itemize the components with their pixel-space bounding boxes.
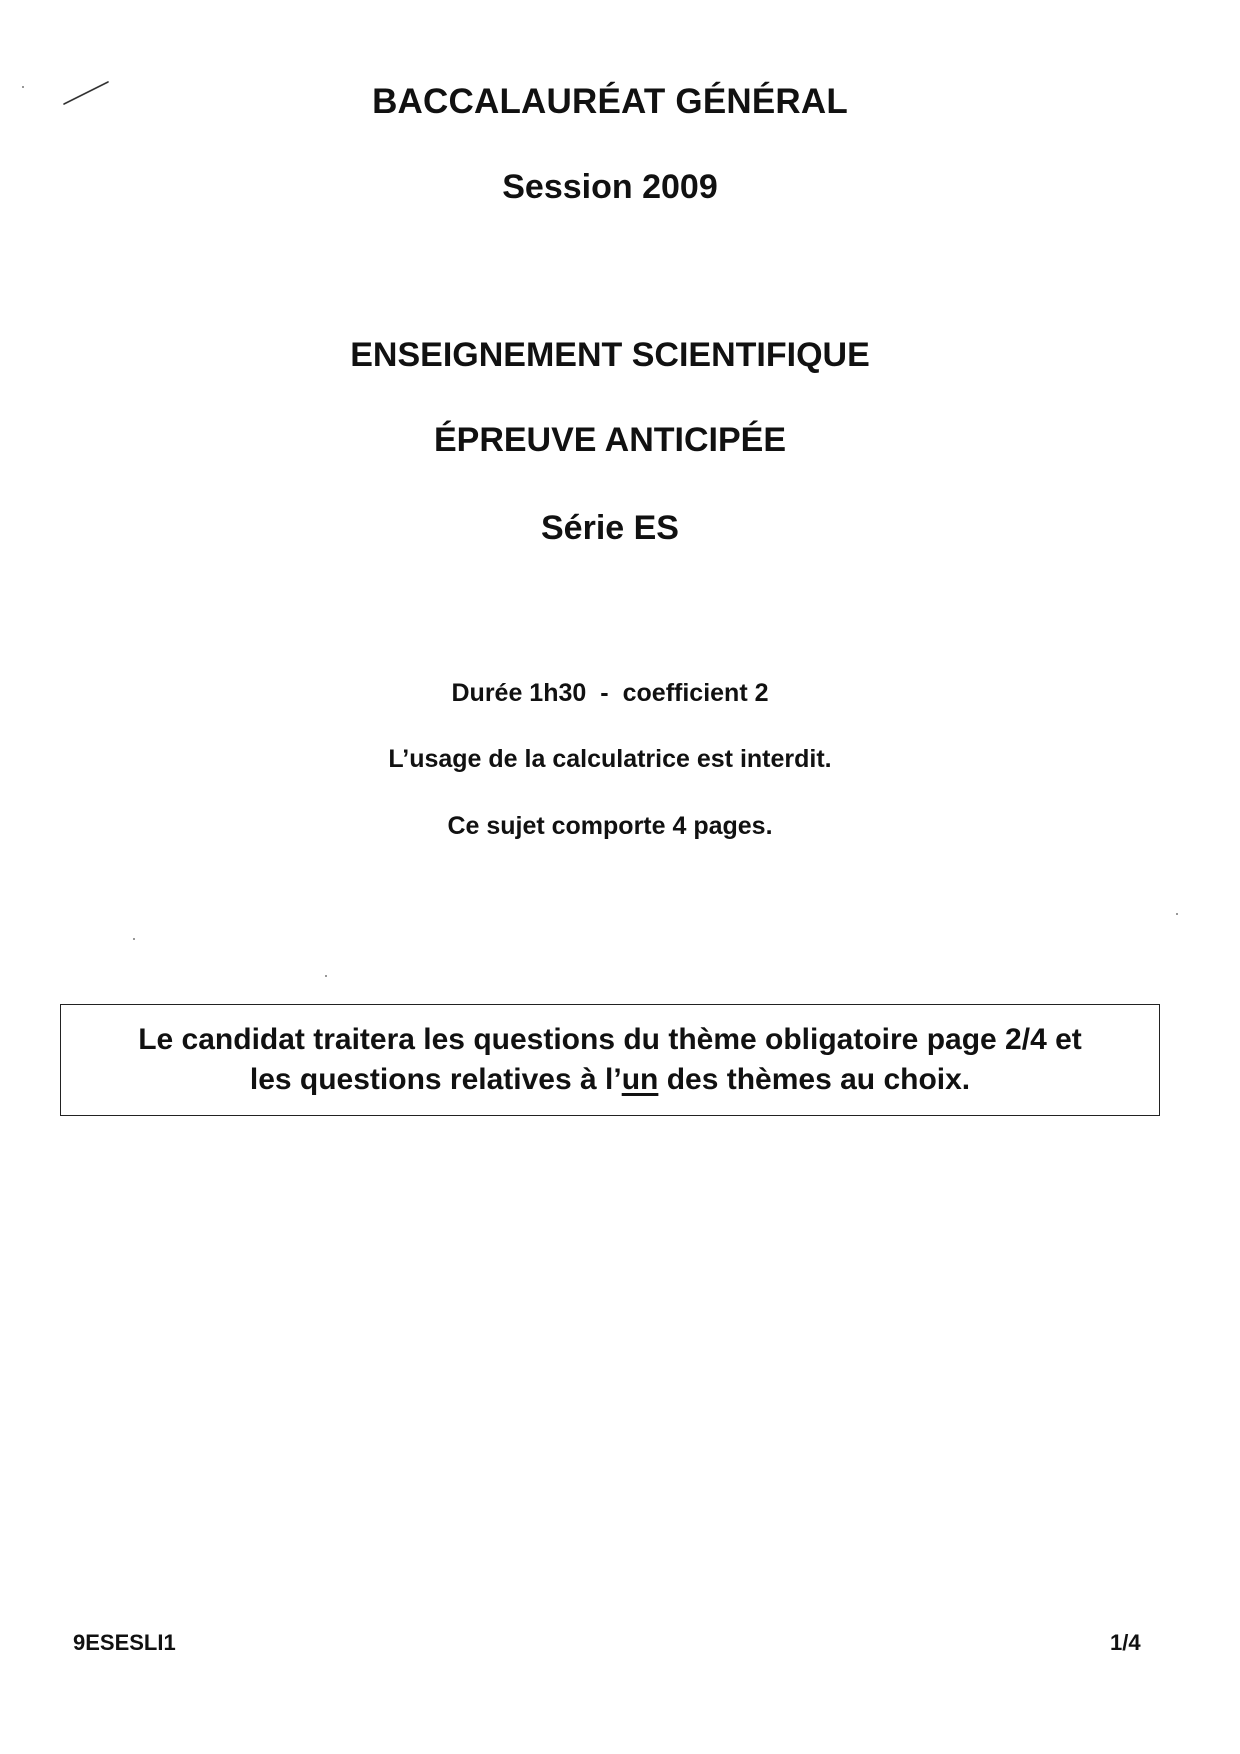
exam-type-heading: ÉPREUVE ANTICIPÉE bbox=[433, 421, 787, 459]
page-count-notice: Ce sujet comporte 4 pages. bbox=[447, 812, 773, 840]
calculator-notice: L’usage de la calculatrice est interdit. bbox=[388, 745, 832, 773]
subject-code: 9ESESLI1 bbox=[73, 1630, 176, 1655]
subject-heading: ENSEIGNEMENT SCIENTIFIQUE bbox=[350, 336, 870, 374]
duration-separator: - bbox=[600, 679, 609, 707]
instruction-box bbox=[60, 1004, 1160, 1116]
scan-speck bbox=[325, 975, 327, 977]
session-year: Session 2009 bbox=[502, 168, 718, 206]
duration-text: Durée 1h30 bbox=[451, 679, 587, 707]
page-number: 1/4 bbox=[1110, 1630, 1141, 1655]
instruction-line-2-end: des thèmes au choix. bbox=[658, 1063, 971, 1096]
coefficient-text: coefficient 2 bbox=[622, 679, 769, 707]
scan-speck bbox=[133, 938, 135, 940]
instruction-line-2-start: les questions relatives à l’ bbox=[249, 1063, 622, 1096]
series-heading: Série ES bbox=[541, 509, 679, 547]
instruction-line-2 bbox=[250, 1060, 970, 1100]
instruction-line-1: Le candidat traitera les questions du thème obligatoire page 2/4 et bbox=[138, 1023, 1082, 1056]
scan-speck bbox=[1176, 913, 1178, 915]
instruction-underlined-word: un bbox=[621, 1063, 659, 1096]
exam-title: BACCALAURÉAT GÉNÉRAL bbox=[372, 82, 848, 121]
duration-line bbox=[0, 679, 1220, 708]
